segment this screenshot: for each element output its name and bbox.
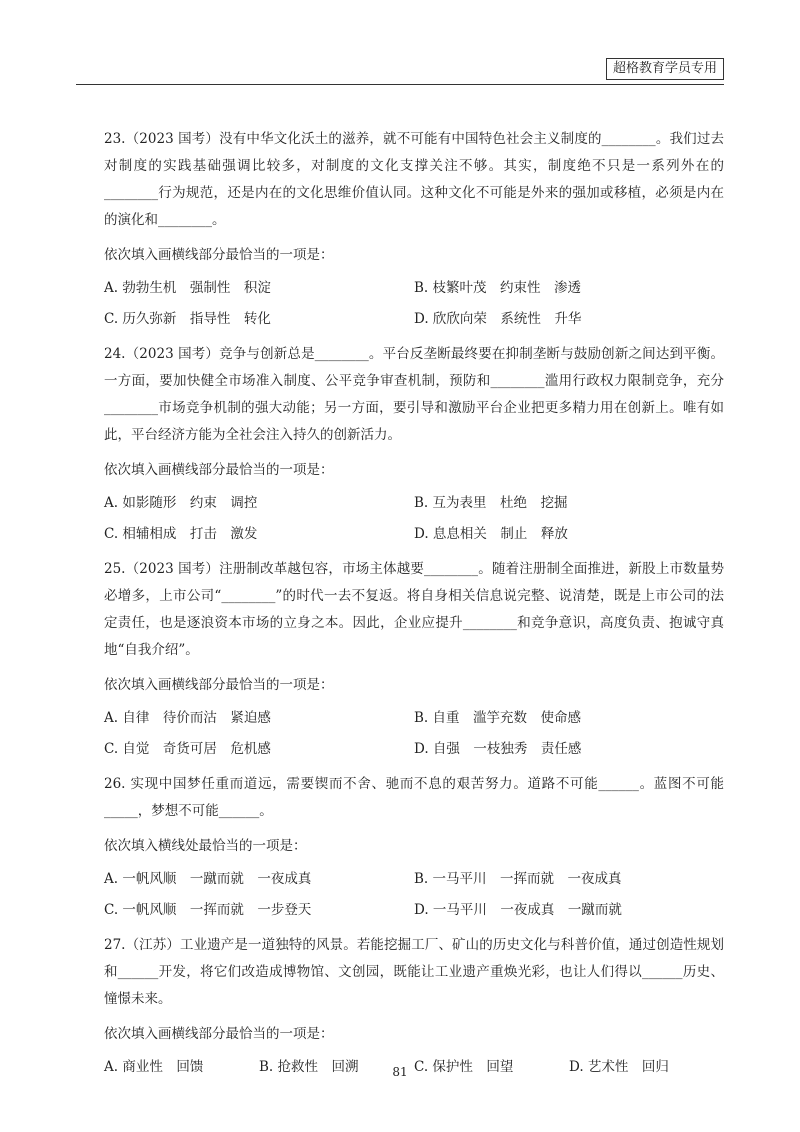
question-text: 23.（2023 国考）没有中华文化沃土的滋养，就不可能有中国特色社会主义制度的________。我们过去对制度的实践基础强调比较多，对制度的文化支撑关注不够。其实，制度绝不只是一系列外在的________行为规范，还是内在的文化思维价值认同。这种文化不可能是外来的强加或移植，必须是内在的演化和________。: [104, 131, 724, 228]
option-a: A. 一帆风顺 一蹴而就 一夜成真: [104, 871, 312, 887]
option-c: C. 相辅相成 打击 激发: [104, 526, 258, 542]
question-23: [104, 126, 724, 337]
option-list: [104, 866, 724, 928]
option-list: [104, 490, 724, 552]
option-d: D. 息息相关 制止 释放: [414, 526, 568, 542]
option-c: C. 保护性 回望: [414, 1059, 514, 1075]
option-list: [104, 275, 724, 337]
option-d: D. 一马平川 一夜成真 一蹴而就: [414, 902, 622, 918]
question-27: [104, 932, 724, 1081]
question-prompt: 依次填入画横线部分最恰当的一项是：: [104, 1026, 334, 1042]
question-text: 24.（2023 国考）竞争与创新总是________。平台反垄断最终要在抑制垄断与鼓励创新之间达到平衡。一方面，要加快健全市场准入制度、公平竞争审查机制，预防和________滥用行政权力限制竞争，充分________市场竞争机制的强大动能；另一方面，要引导和激励平台企业把更多精力用在创新上。唯有如此，平台经济方能为全社会注入持久的创新活力。: [104, 346, 724, 443]
option-d: D. 自强 一枝独秀 责任感: [414, 741, 582, 757]
option-c: C. 自觉 奇货可居 危机感: [104, 741, 271, 757]
page-number: 81: [392, 1065, 408, 1079]
option-c: C. 历久弥新 指导性 转化: [104, 311, 271, 327]
question-24: [104, 341, 724, 552]
option-b: B. 枝繁叶茂 约束性 渗透: [414, 280, 582, 296]
question-text: 27.（江苏）工业遗产是一道独特的风景。若能挖掘工厂、矿山的历史文化与科普价值，通过创造性规划和______开发，将它们改造成博物馆、文创园，既能让工业遗产重焕光彩，也让人们得以______历史、憧憬未来。: [104, 937, 724, 1007]
question-text: 26. 实现中国梦任重而道远，需要锲而不舍、驰而不息的艰苦努力。道路不可能______。蓝图不可能_____，梦想不可能______。: [104, 776, 724, 819]
option-b: B. 一马平川 一挥而就 一夜成真: [414, 871, 622, 887]
question-text: 25.（2023 国考）注册制改革越包容，市场主体越要________。随着注册制全面推进，新股上市数量势必增多，上市公司“________”的时代一去不复返。将自身相关信息说完整、说清楚，既是上市公司的法定责任，也是逐浪资本市场的立身之本。因此，企业应提升________和竞争意识，高度负责、抱诚守真地“自我介绍”。: [104, 561, 724, 658]
question-25: [104, 556, 724, 767]
question-prompt: 依次填入横线处最恰当的一项是：: [104, 838, 307, 854]
question-prompt: 依次填入画横线部分最恰当的一项是：: [104, 247, 334, 263]
option-b: B. 自重 滥竽充数 使命感: [414, 710, 582, 726]
question-prompt: 依次填入画横线部分最恰当的一项是：: [104, 677, 334, 693]
option-list: [104, 705, 724, 767]
option-c: C. 一帆风顺 一挥而就 一步登天: [104, 902, 312, 918]
question-26: [104, 771, 724, 928]
option-d: D. 欣欣向荣 系统性 升华: [414, 311, 582, 327]
option-a: A. 商业性 回馈: [104, 1059, 204, 1075]
option-b: B. 抢救性 回溯: [259, 1059, 359, 1075]
option-d: D. 艺术性 回归: [569, 1059, 669, 1075]
option-b: B. 互为表里 杜绝 挖掘: [414, 495, 568, 511]
question-prompt: 依次填入画横线部分最恰当的一项是：: [104, 462, 334, 478]
option-a: A. 自律 待价而沽 紧迫感: [104, 710, 271, 726]
question-list: [104, 126, 724, 1085]
header-stamp: 超格教育学员专用: [606, 58, 724, 80]
option-a: A. 勃勃生机 强制性 积淀: [104, 280, 271, 296]
header-rule: [76, 84, 724, 85]
option-a: A. 如影随形 约束 调控: [104, 495, 258, 511]
